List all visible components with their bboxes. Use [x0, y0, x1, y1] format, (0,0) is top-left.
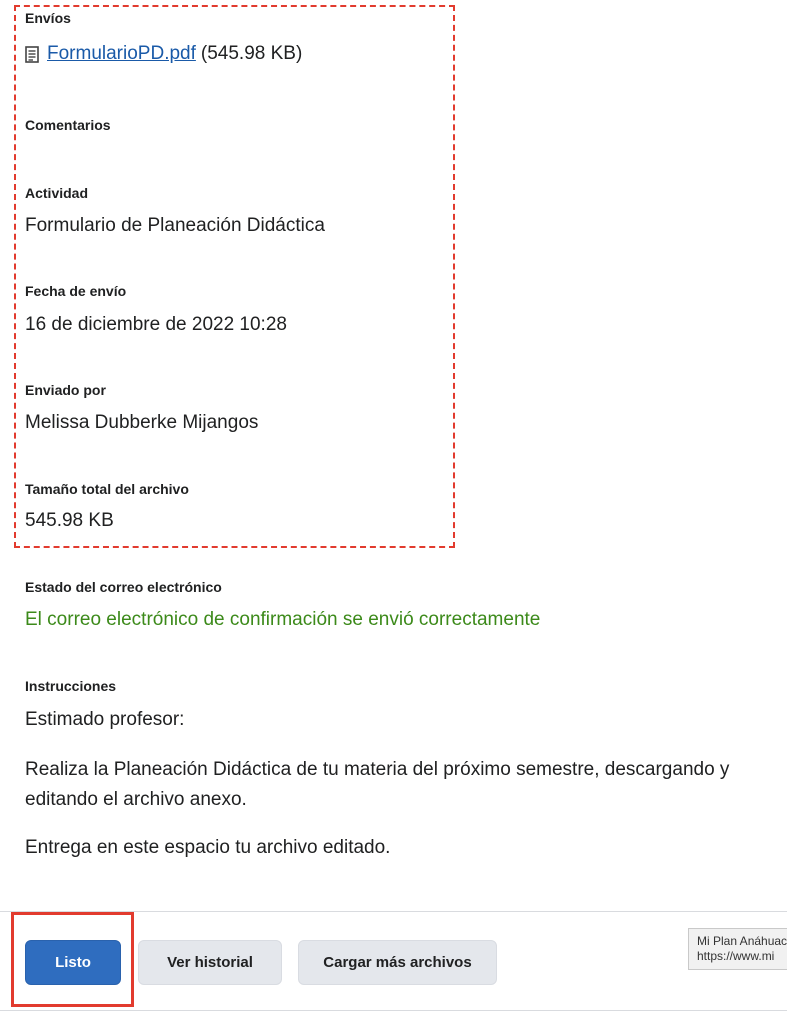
upload-more-button[interactable]: Cargar más archivos: [298, 940, 497, 985]
submitted-file-row: [25, 43, 302, 65]
enviado-label: Enviado por: [25, 382, 106, 398]
tamano-value: 545.98 KB: [25, 510, 114, 531]
enviado-value: Melissa Dubberke Mijangos: [25, 412, 259, 433]
tooltip-url: https://www.mi: [697, 949, 775, 963]
instrucciones-label: Instrucciones: [25, 678, 117, 694]
instructions-body: Realiza la Planeación Didáctica de tu materia del próximo semestre, descargando y editando el archivo anexo.: [25, 759, 730, 810]
fecha-label: Fecha de envío: [25, 283, 127, 299]
done-button-highlight: [11, 912, 134, 1007]
actividad-label: Actividad: [25, 185, 89, 201]
comentarios-label: Comentarios: [25, 117, 111, 133]
email-status-message: El correo electrónico de confirmación se envió correctamente: [25, 609, 541, 630]
submission-details-highlight: [14, 5, 455, 548]
instructions-closing: Entrega en este espacio tu archivo editado.: [25, 837, 391, 858]
email-status-label: Estado del correo electrónico: [25, 579, 222, 595]
instructions-greeting: Estimado profesor:: [25, 709, 185, 730]
tooltip-title: Mi Plan Anáhuac: [697, 934, 787, 948]
tamano-label: Tamaño total del archivo: [25, 481, 189, 497]
document-icon: [25, 46, 39, 63]
submitted-file-link[interactable]: FormularioPD.pdf: [47, 43, 196, 64]
submitted-file-size: (545.98 KB): [200, 43, 303, 64]
view-history-button[interactable]: Ver historial: [138, 940, 282, 985]
browser-tooltip: [688, 928, 787, 970]
envios-label: Envíos: [25, 10, 71, 26]
fecha-value: 16 de diciembre de 2022 10:28: [25, 314, 287, 335]
footer-divider-bottom: [0, 1010, 787, 1011]
done-button[interactable]: Listo: [25, 940, 121, 985]
actividad-value: Formulario de Planeación Didáctica: [25, 215, 325, 236]
